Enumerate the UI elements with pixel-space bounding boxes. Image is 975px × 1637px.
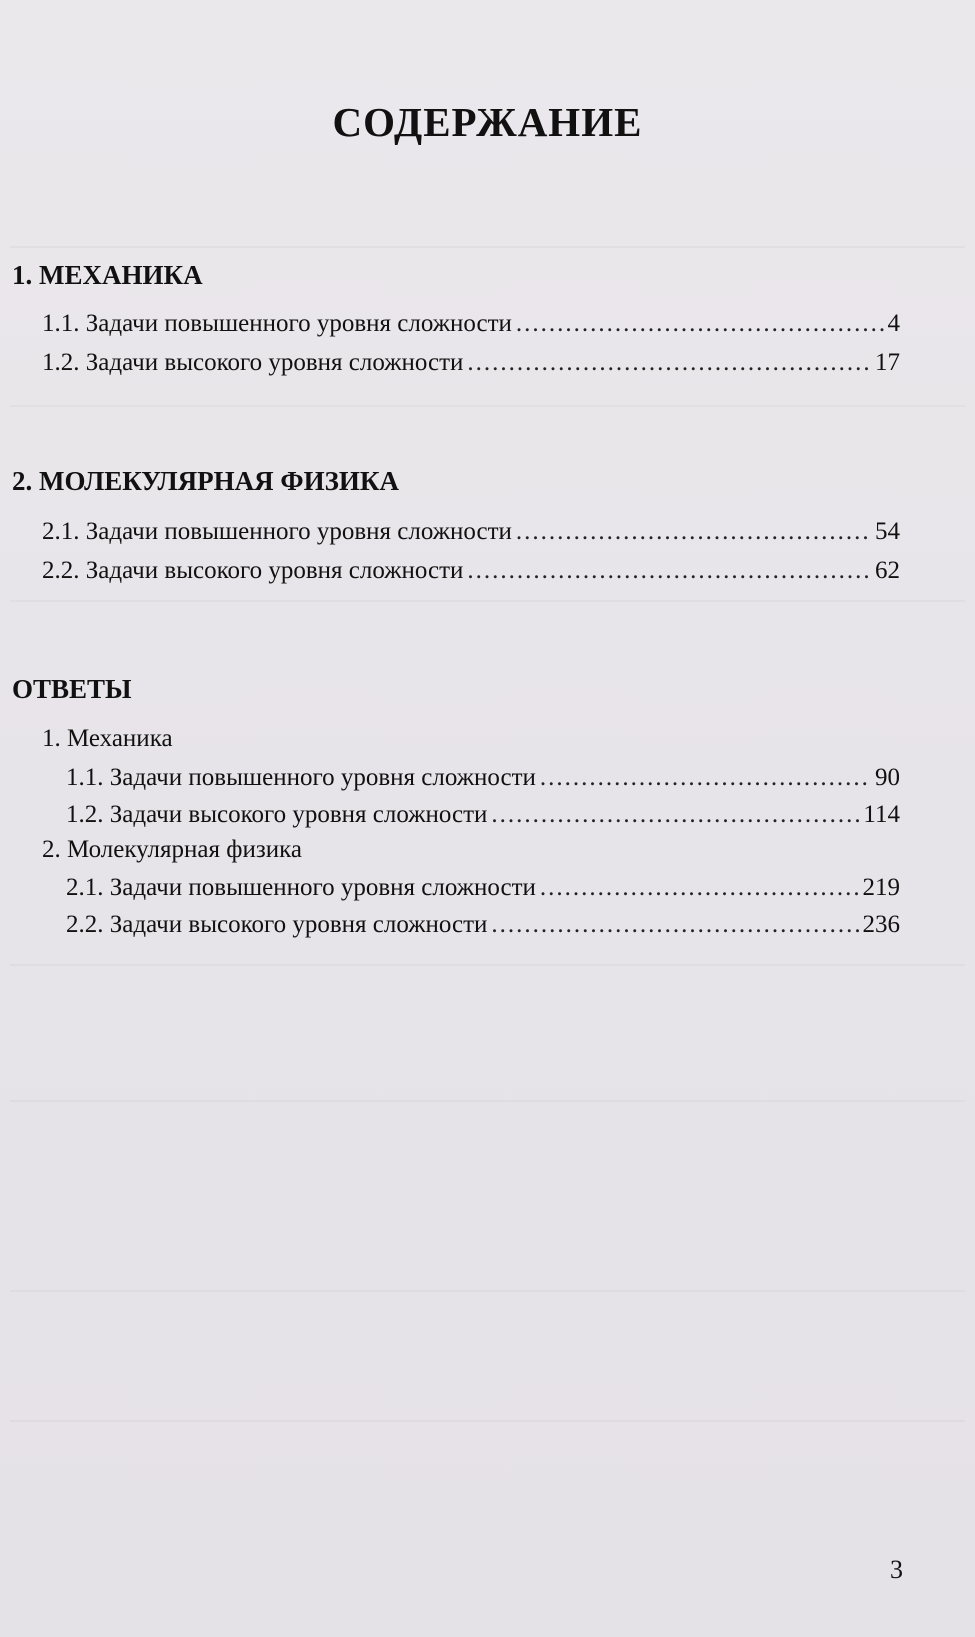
toc-entry-label: 1.2. Задачи высокого уровня сложности (66, 801, 488, 828)
toc-entry[interactable] (66, 874, 900, 902)
dot-leader (491, 801, 859, 829)
answers-group-heading-mechanics: 1. Механика (42, 725, 173, 752)
toc-entry[interactable] (66, 911, 900, 939)
toc-entry[interactable] (66, 764, 900, 792)
page-number: 3 (890, 1555, 903, 1584)
toc-entry[interactable] (66, 801, 900, 829)
toc-entry-label: 2.1. Задачи повышенного уровня сложности (42, 518, 512, 545)
toc-entry[interactable] (42, 349, 900, 377)
page-title: СОДЕРЖАНИЕ (332, 99, 643, 145)
toc-entry-page: 219 (862, 874, 900, 901)
dot-leader (467, 557, 871, 585)
toc-entry-page: 17 (875, 349, 900, 376)
dot-leader (516, 518, 871, 546)
dot-leader (540, 874, 859, 902)
toc-entry-label: 1.1. Задачи повышенного уровня сложности (42, 310, 512, 337)
toc-entry-label: 1.2. Задачи высокого уровня сложности (42, 349, 464, 376)
toc-entry[interactable] (42, 557, 900, 585)
dot-leader (467, 349, 871, 377)
toc-entry-page: 62 (875, 557, 900, 584)
answers-heading: ОТВЕТЫ (12, 674, 132, 704)
dot-leader (516, 310, 884, 338)
answers-group-heading-molecular: 2. Молекулярная физика (42, 836, 302, 863)
toc-entry-label: 2.1. Задачи повышенного уровня сложности (66, 874, 536, 901)
toc-entry-page: 236 (862, 911, 900, 938)
toc-entry-label: 1.1. Задачи повышенного уровня сложности (66, 764, 536, 791)
toc-entry-page: 114 (863, 801, 900, 828)
toc-entry-page: 4 (887, 310, 900, 337)
toc-entry-label: 2.2. Задачи высокого уровня сложности (42, 557, 464, 584)
section-heading-mechanics: 1. МЕХАНИКА (12, 260, 203, 290)
toc-entry[interactable] (42, 310, 900, 338)
toc-entry-label: 2.2. Задачи высокого уровня сложности (66, 911, 488, 938)
dot-leader (540, 764, 871, 792)
toc-entry-page: 54 (875, 518, 900, 545)
toc-entry[interactable] (42, 518, 900, 546)
section-heading-molecular: 2. МОЛЕКУЛЯРНАЯ ФИЗИКА (12, 466, 399, 496)
toc-entry-page: 90 (875, 764, 900, 791)
dot-leader (491, 911, 858, 939)
